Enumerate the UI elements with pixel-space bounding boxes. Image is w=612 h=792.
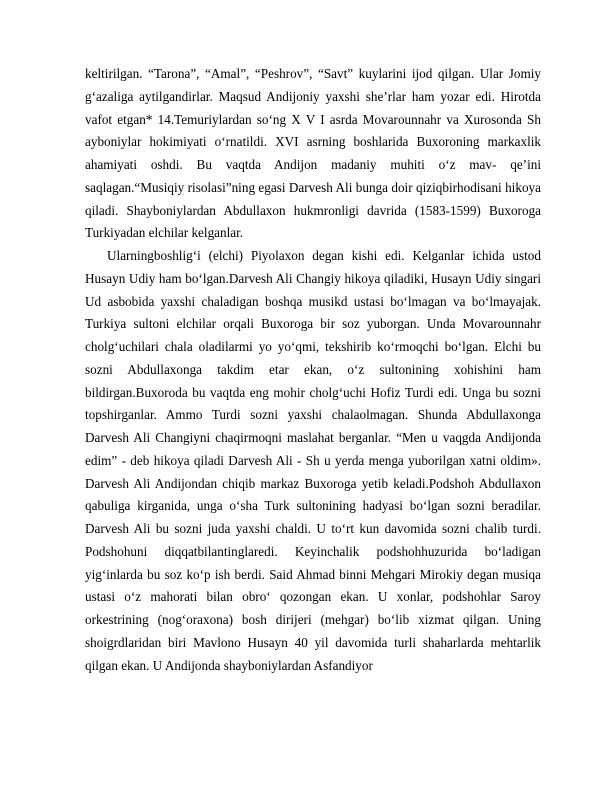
paragraph-2: Ularningboshlig‘i (elchi) Piyolaxon degan kishi edi. Kelganlar ichida ustod Husayn Udiy ham bo‘lgan.Darvesh Ali Changiy hikoya qiladiki, Husayn Udiy singari Ud asbobida yaxshi chaladigan boshqa musikd ustasi bo‘lmagan va bo‘lmayajak. Turkiya sultoni elchilar orqali Buxoroga bir soz yuborgan. Unda Movarounnahr cholg‘uchilari chala oladilarmi yo yo‘qmi, tekshirib ko‘rmoqchi bo‘lgan. Elchi bu sozni Abdullaxonga takdim etar ekan, o‘z sultonining xohishini ham bildirgan.Buxoroda bu vaqtda eng mohir cholg‘uchi Hofiz Turdi edi. Unga bu sozni topshirganlar. Ammo Turdi sozni yaxshi chalaolmagan. Shunda Abdullaxonga Darvesh Ali Changiyni chaqirmoqni maslahat berganlar. “Men u vaqgda Andijonda edim” - deb hikoya qiladi Darvesh Ali - Sh u yerda menga yuborilgan xatni oldim». Darvesh Ali Andijondan chiqib markaz Buxoroga yetib keladi.Podshoh Abdullaxon qabuliga kirganida, unga o‘sha Turk sultonining hadyasi bo‘lgan sozni beradilar. Darvesh Ali bu sozni juda yaxshi chaldi. U to‘rt kun davomida sozni chalib turdi. Podshohuni diqqatbilantinglaredi. Keyinchalik podshohhuzurida bo‘ladigan yig‘inlarda bu soz ko‘p ish berdi. Said Ahmad binni Mehgari Mirokiy degan musiqa ustasi o‘z mahorati bilan obro‘ qozongan ekan. U xonlar, podshohlar Saroy orkestrining (nog‘oraxona) bosh dirijeri (mehgar) bo‘lib xizmat qilgan. Uning shoigrdlaridan biri Mavlono Husayn 40 yil davomida turli shaharlarda mehtarlik qilgan ekan. U Andijonda shayboniylardan Asfandiyor <box>85 248 541 673</box>
document-page <box>85 63 541 677</box>
paragraph-1: keltirilgan. “Tarona”, “Amal”, “Peshrov”, “Savt” kuylarini ijod qilgan. Ular Jomiy g‘azaliga aytilgandirlar. Maqsud Andijoniy yaxshi she’rlar ham yozar edi. Hirotda vafot etgan* 14.Temuriylardan so‘ng X V I asrda Movarounnahr va Xurosonda Sh ayboniylar hokimiyati o‘rnatildi. XVI asrning boshlarida Buxoroning markaxlik ahamiyati oshdi. Bu vaqtda Andijon madaniy muhiti o‘z mav- qe’ini saqlagan.“Musiqiy risolasi”ning egasi Darvesh Ali bunga doir qiziqbirhodisani hikoya qiladi. Shayboniylardan Abdullaxon hukmronligi davrida (1583-1599) Buxoroga Turkiyadan elchilar kelganlar. <box>85 66 541 241</box>
